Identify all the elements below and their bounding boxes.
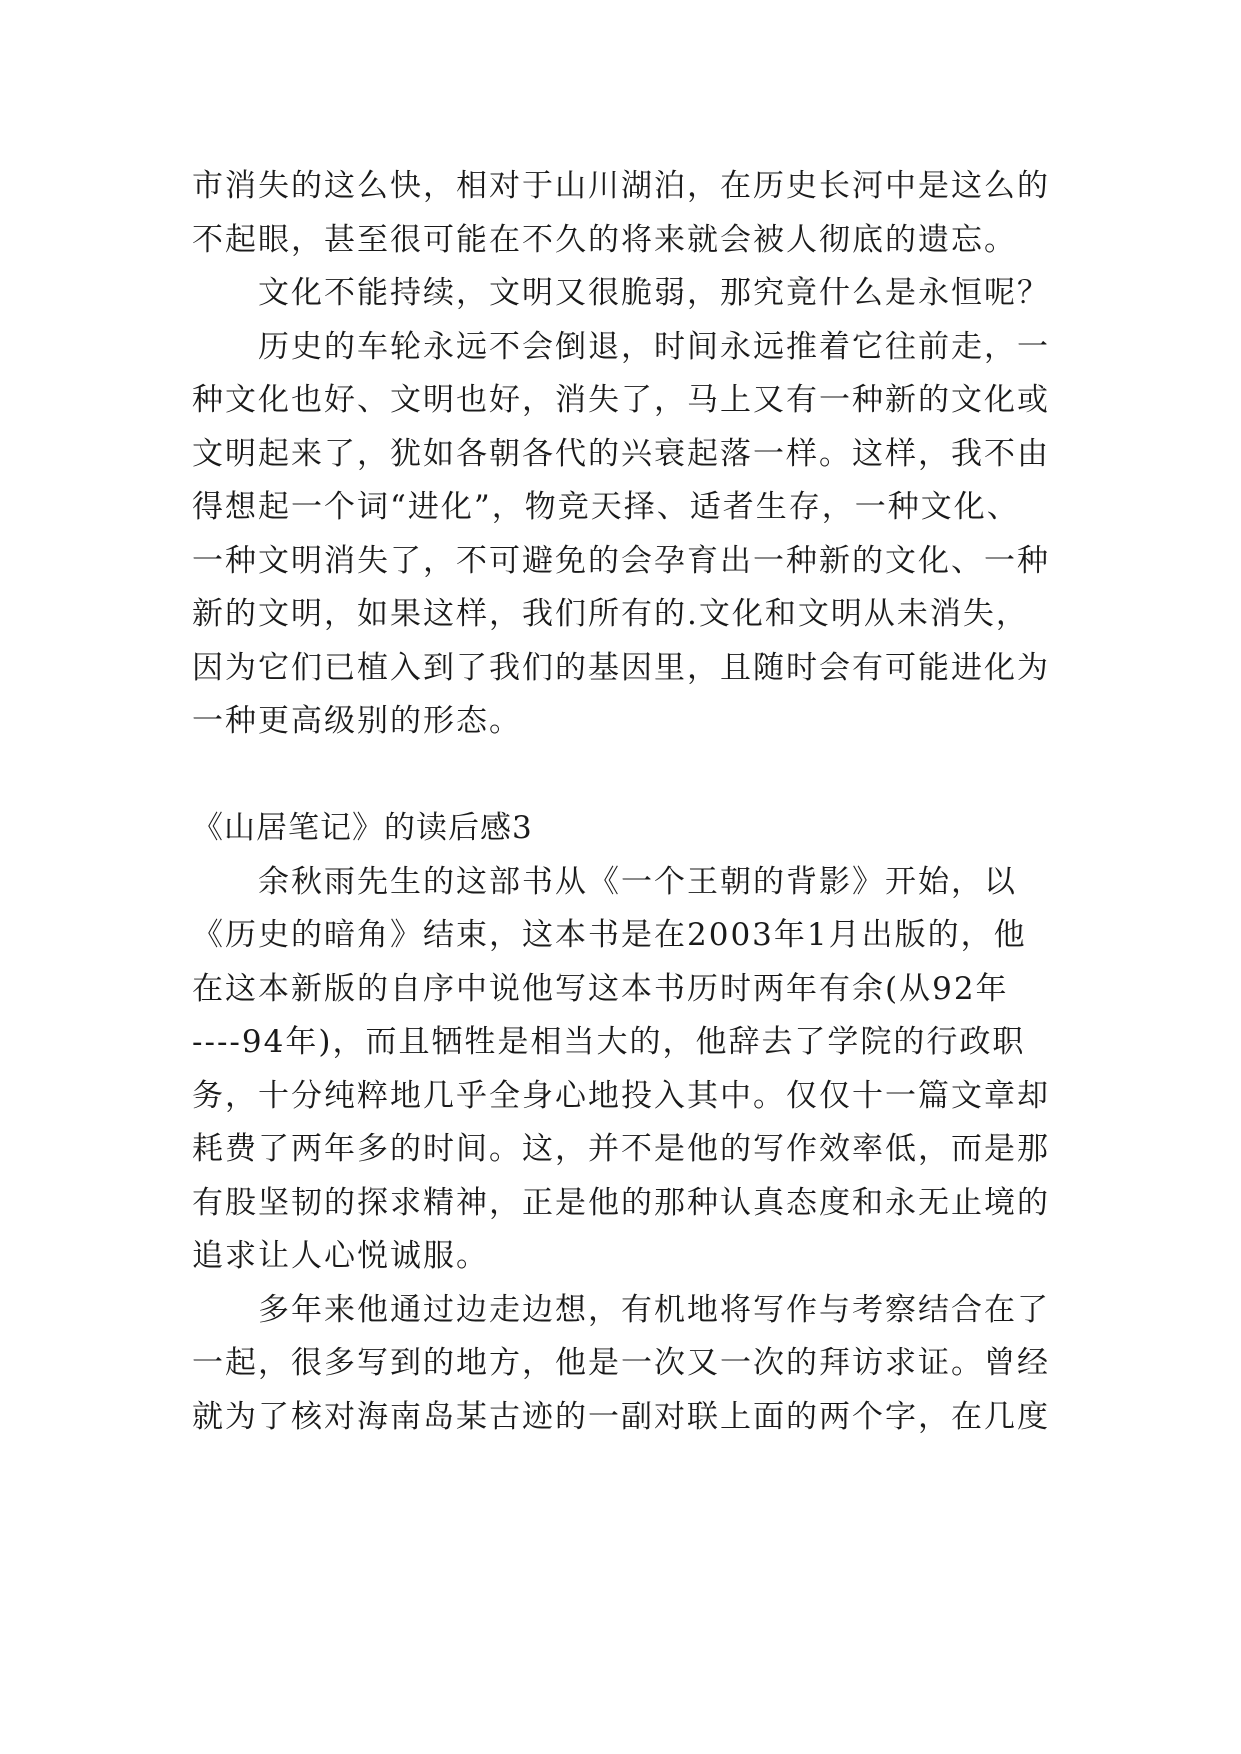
text-line: 新的文明，如果这样，我们所有的.文化和文明从未消失，	[192, 596, 1029, 632]
text-line: 一起，很多写到的地方，他是一次又一次的拜访求证。曾经	[192, 1345, 1050, 1381]
text-line: 得想起一个词“进化”，物竞天择、适者生存，一种文化、	[192, 489, 1020, 525]
text-line: 一种文明消失了，不可避免的会孕育出一种新的文化、一种	[192, 542, 1050, 579]
text-line: 多年来他通过边走边想，有机地将写作与考察结合在了	[258, 1291, 1050, 1328]
section-heading: 《山居笔记》的读后感3	[192, 810, 533, 846]
text-line: 就为了核对海南岛某古迹的一副对联上面的两个字，在几度	[192, 1398, 1050, 1435]
paragraph-continued	[192, 160, 1052, 267]
text-line: 因为它们已植入到了我们的基因里，且随时会有可能进化为	[192, 649, 1050, 686]
paragraph-book-intro	[192, 856, 1052, 1284]
paragraph-evolution	[192, 321, 1052, 749]
text-line: 种文化也好、文明也好，消失了，马上又有一种新的文化或	[192, 382, 1050, 418]
document-body	[192, 160, 1052, 1444]
text-line: ----94年)，而且牺牲是相当大的，他辞去了学院的行政职	[192, 1024, 1026, 1060]
text-line: 不起眼，甚至很可能在不久的将来就会被人彻底的遗忘。	[192, 221, 1017, 258]
text-line: 追求让人心悦诚服。	[192, 1238, 489, 1274]
text-line: 文明起来了，犹如各朝各代的兴衰起落一样。这样，我不由	[192, 435, 1050, 472]
text-line: 市消失的这么快，相对于山川湖泊，在历史长河中是这么的	[192, 168, 1050, 204]
text-line: 在这本新版的自序中说他写这本书历时两年有余(从92年	[192, 970, 1009, 1007]
text-line: 有股坚韧的探求精神，正是他的那种认真态度和永无止境的	[192, 1184, 1050, 1221]
text-line: 务，十分纯粹地几乎全身心地投入其中。仅仅十一篇文章却	[192, 1077, 1050, 1114]
paragraph-question	[192, 267, 1052, 321]
text-line: 文化不能持续，文明又很脆弱，那究竟什么是永恒呢？	[258, 275, 1050, 311]
paragraph-travel	[192, 1284, 1052, 1445]
text-line: 《历史的暗角》结束，这本书是在2003年1月出版的，他	[192, 917, 1027, 953]
text-line: 历史的车轮永远不会倒退，时间永远推着它往前走，一	[258, 328, 1050, 365]
text-line: 一种更高级别的形态。	[192, 703, 522, 739]
text-line: 耗费了两年多的时间。这，并不是他的写作效率低，而是那	[192, 1131, 1050, 1167]
text-line: 余秋雨先生的这部书从《一个王朝的背影》开始，以	[258, 863, 1017, 900]
paragraph-gap	[192, 749, 1052, 803]
